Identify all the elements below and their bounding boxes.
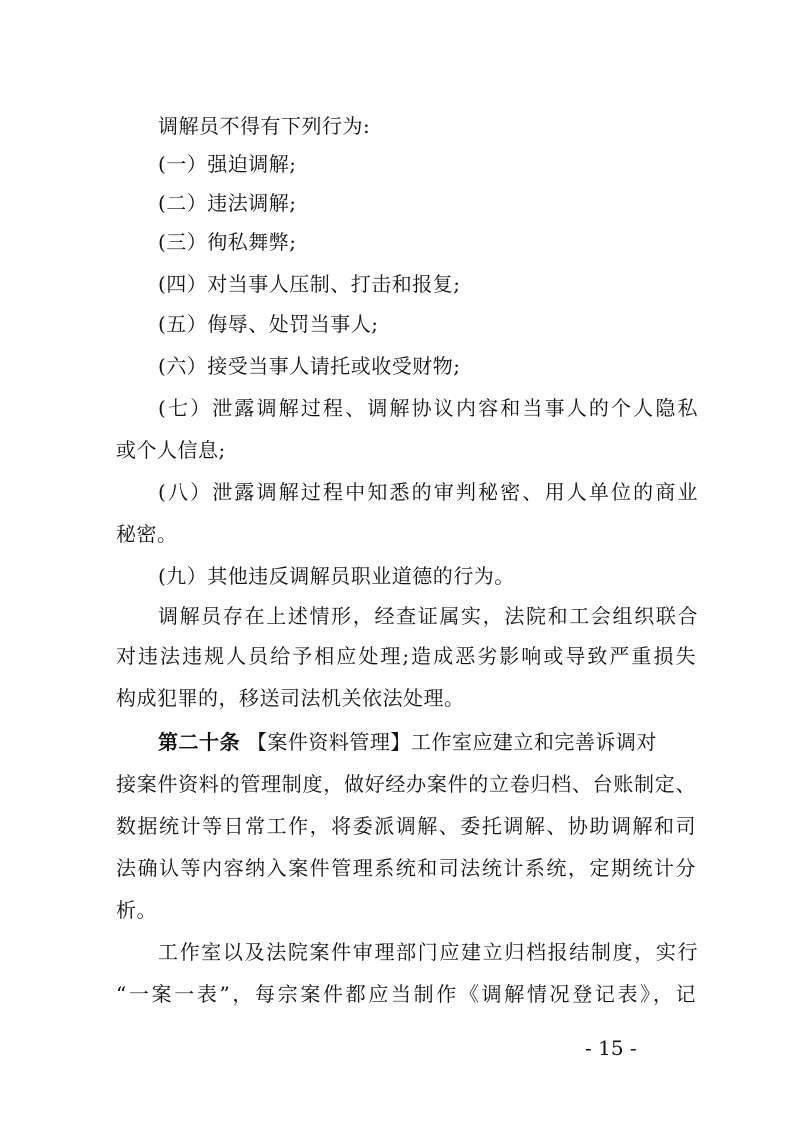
article-text: 【案件资料管理】工作室应建立和完善诉调对 [246,730,657,754]
text-line: (二）违法调解; [158,191,297,215]
text-line: (七）泄露调解过程、调解协议内容和当事人的个人隐私 [158,396,698,420]
text-line: 构成犯罪的，移送司法机关依法处理。 [116,686,465,710]
page-number: - 15 - [585,1036,637,1060]
text-line: “一案一表”，每宗案件都应当制作《调解情况登记表》，记 [116,982,696,1006]
text-line: 工作室以及法院案件审理部门应建立归档报结制度，实行 [158,940,698,964]
text-line: 数据统计等日常工作，将委派调解、委托调解、协助调解和司 [116,814,696,838]
text-line: (五）侮辱、处罚当事人; [158,312,379,336]
text-line: 调解员不得有下列行为: [158,114,371,138]
text-line: (一）强迫调解; [158,152,297,176]
text-line: (六）接受当事人请托或收受财物; [158,354,461,378]
text-line: 或个人信息; [116,438,226,462]
article-paragraph-line [158,728,698,756]
text-line: 秘密。 [116,522,178,546]
text-line: 接案件资料的管理制度，做好经办案件的立卷归档、台账制定、 [116,772,696,796]
text-line: 法确认等内容纳入案件管理系统和司法统计系统，定期统计分 [116,856,696,880]
text-line: 析。 [116,898,157,922]
article-heading: 第二十条 [158,730,240,754]
text-line: (八）泄露调解过程中知悉的审判秘密、用人单位的商业 [158,480,698,504]
text-line: 对违法违规人员给予相应处理;造成恶劣影响或导致严重损失 [116,644,696,668]
text-line: (九）其他违反调解员职业道德的行为。 [158,564,515,588]
text-line: (三）徇私舞弊; [158,230,297,254]
text-line: (四）对当事人压制、打击和报复; [158,272,461,296]
text-line: 调解员存在上述情形，经查证属实，法院和工会组织联合 [158,604,698,628]
